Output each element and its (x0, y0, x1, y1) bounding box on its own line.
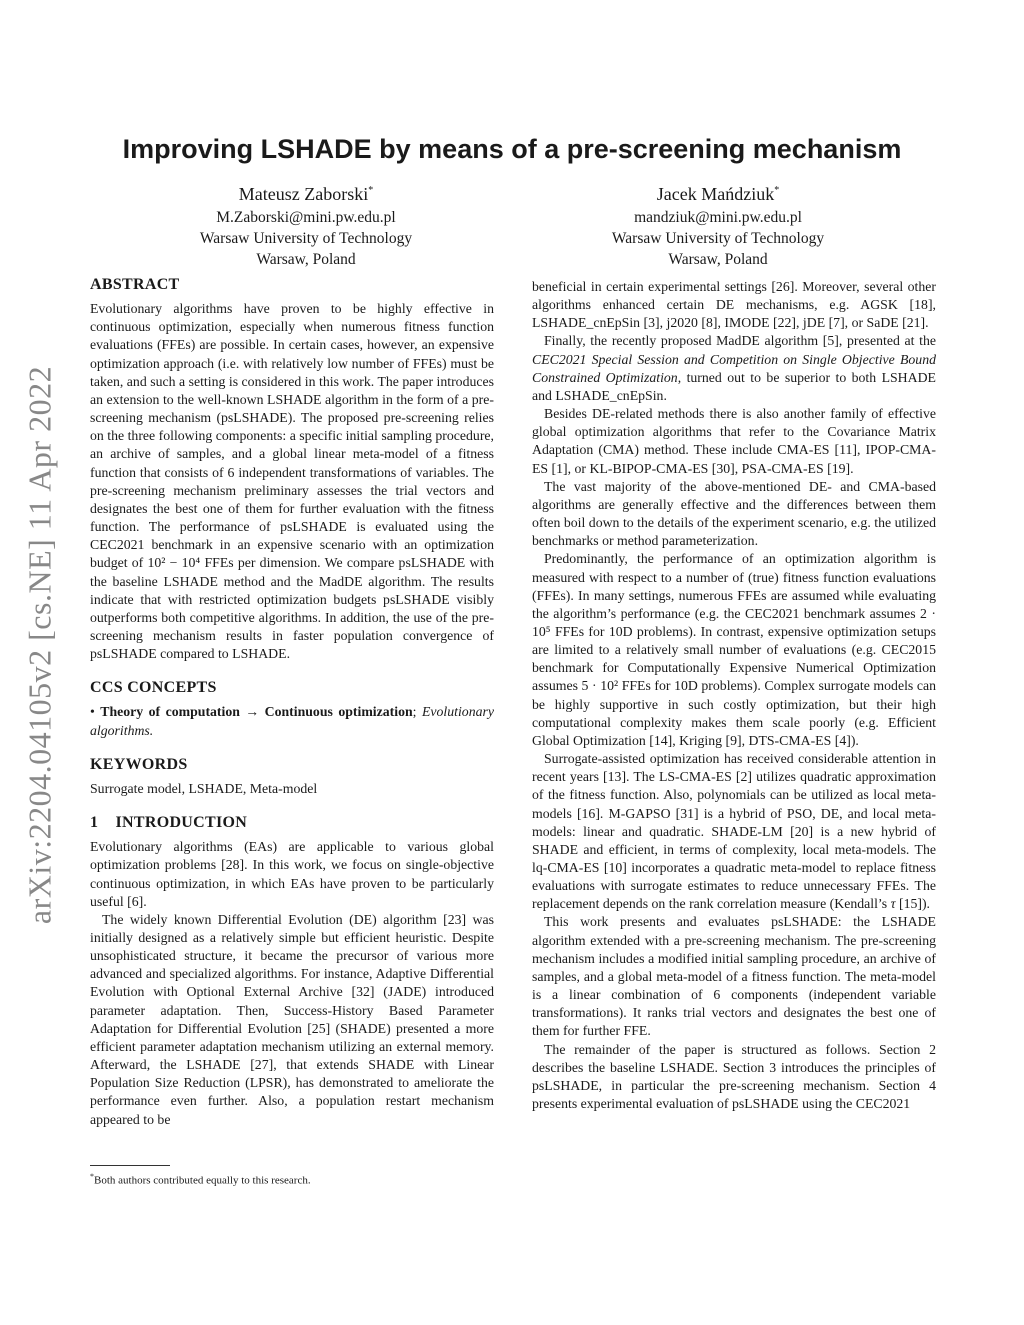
right-paragraph-3: Besides DE-related methods there is also another family of effective global optimization algorithms that refer to the Covariance Matrix Adaptation (CMA) method. These include CMA-ES [11], IPOP-CMA-ES [1], or KL-BIPOP-CMA-ES [30], PSA-CMA-ES [19]. (532, 406, 936, 476)
right-paragraph-5: Predominantly, the performance of an optimization algorithm is measured with respect to a number of (true) fitness function evaluations (FFEs). In many settings, numerous FFEs are assumed while evaluating the algorithm’s performance (e.g. the CEC2021 benchmark assumes 2 · 10⁵ FFEs for 10D problems). In contrast, expensive optimization setups are limited to a relatively small number of evaluations (e.g. CEC2015 benchmark for Computationally Expensive Numerical Optimization assumes 5 · 10² FFEs for 10D problems). Complex surrogate models can be highly supportive in such costly optimization, but their high computational complexity makes them scale poorly (e.g. Efficient Global Optimization [14], Kriging [9], DTS-CMA-ES [4]). (532, 551, 936, 748)
right-paragraph-4: The vast majority of the above-mentioned DE- and CMA-based algorithms are generally effective and the differences between them often boil down to the details of the experiment scenario, e.g. the utilized benchmarks or method parameterization. (532, 478, 936, 549)
author-email: M.Zaborski@mini.pw.edu.pl (216, 209, 396, 226)
author-block-2 (568, 180, 868, 270)
abstract-text: Evolutionary algorithms have proven to be highly effective in continuous optimization, especially when numerous fitness function evaluations (FFEs) are possible. In certain cases, however, an expensive optimization approach (i.e. with relatively low number of FFEs) must be taken, and such a setting is considered in this work. The paper introduces an extension to the well-known LSHADE algorithm in the form of a pre-screening mechanism (psLSHADE). The proposed pre-screening relies on the three following components: a specific initial sampling procedure, an archive of samples, and a global linear meta-model of a fitness function that consists of 6 independent transformations of variables. The pre-screening mechanism preliminary assesses the trial vectors and designates the best one of them for further evaluation with the fitness function. The performance of psLSHADE is evaluated using the CEC2021 benchmark in an expensive scenario with an optimization budget of 10² − 10⁴ FFEs per dimension. We compare psLSHADE with the baseline LSHADE method and the MadDE algorithm. The results indicate that with restricted optimization budgets psLSHADE visibly outperforms both competitive algorithms. In addition, the use of the pre-screening mechanism results in faster population convergence of psLSHADE compared to LSHADE. (90, 301, 494, 662)
intro-heading: 1 INTRODUCTION (90, 814, 248, 832)
author-location: Warsaw, Poland (668, 251, 768, 268)
author-block-1 (156, 180, 456, 270)
right-paragraph-7: This work presents and evaluates psLSHADE: the LSHADE algorithm extended with a pre-screening mechanism. The pre-screening mechanism includes a modified initial sampling procedure, an archive of samples, and a global meta-model of a fitness function. The meta-model is a linear combination of 6 components (independent variable transformations). It ranks trial vectors and designates the best one of them for further FFE. (532, 914, 936, 1039)
right-paragraph-6: Surrogate-assisted optimization has received considerable attention in recent years [13]. The LS-CMA-ES [2] utilizes quadratic approximation of the fitness function. Also, polynomials can be utilized as local meta-models [16]. M-GAPSO [31] is a hybrid of PSO, DE, and local meta-models: linear and quadratic. SHADE-LM [20] is a new hybrid of SHADE and efficient, in terms of complexity, local meta-models. The lq-CMA-ES [10] incorporates a quadratic meta-model to replace fitness evaluations with surrogate estimates to reduce unnecessary FFEs. The replacement depends on the rank correlation measure (Kendall’s τ [15]). (532, 751, 936, 912)
footnote: *Both authors contributed equally to this research. (90, 1172, 311, 1187)
paper-title: Improving LSHADE by means of a pre-screening mechanism (122, 134, 902, 164)
intro-paragraph-2: The widely known Differential Evolution (DE) algorithm [23] was initially designed as a relatively simple but efficient heuristic. Despite unsophisticated structure, it became the precursor of various more advanced and specialized algorithms. For instance, Adaptive Differential Evolution with Optional External Archive [32] (JADE) introduced parameter adaptation. Then, Success-History Based Parameter Adaptation for Differential Evolution [25] (SHADE) presented a more efficient parameter adaptation mechanism utilizing an external memory. Afterward, the LSHADE [27], that extends SHADE with Linear Population Size Reduction (LPSR), has demonstrated to ameliorate the performance even further. Also, a population restart mechanism appeared to be (90, 911, 494, 1127)
arxiv-id: arXiv:2204.04105v2 [cs.NE] 11 Apr 2022 (21, 365, 58, 925)
ccs-heading: CCS CONCEPTS (90, 679, 217, 697)
right-paragraph-8: The remainder of the paper is structured as follows. Section 2 describes the baseline LSHADE. Section 3 introduces the principles of psLSHADE, in particular the pre-screening mechanism. Section 4 presents experimental evaluation of psLSHADE using the CEC2021 (532, 1041, 936, 1112)
author-affiliation: Warsaw University of Technology (611, 230, 825, 247)
author-location: Warsaw, Poland (256, 251, 356, 268)
footnote-rule (90, 1165, 170, 1166)
intro-paragraph-1: Evolutionary algorithms (EAs) are applicable to various global optimization problems [28]. In this work, we focus on single-objective continuous optimization, in which EAs have proven to be particularly useful [6]. (90, 839, 494, 909)
keywords-text: Surrogate model, LSHADE, Meta-model (90, 780, 318, 796)
keywords-heading: KEYWORDS (90, 755, 188, 773)
left-column (90, 276, 494, 1129)
abstract-heading: ABSTRACT (90, 276, 180, 293)
right-paragraph-2: Finally, the recently proposed MadDE algorithm [5], presented at the CEC2021 Special Session and Competition on Single Objective Bound Constrained Optimization, turned out to be superior to both LSHADE and LSHADE_cnEpSin. (532, 333, 936, 403)
author-name: Jacek Mańdziuk* (656, 184, 780, 204)
right-column (532, 278, 936, 1113)
author-email: mandziuk@mini.pw.edu.pl (634, 209, 802, 226)
right-paragraph-1: beneficial in certain experimental settings [26]. Moreover, several other algorithms enhanced certain DE mechanisms, e.g. AGSK [18], LSHADE_cnEpSin [3], j2020 [8], IMODE [22], jDE [7], or SaDE [21]. (532, 279, 936, 331)
ccs-concepts: • Theory of computation → Continuous optimization; Evolutionary algorithms. (90, 704, 494, 738)
arxiv-stamp (22, 350, 58, 940)
author-name: Mateusz Zaborski* (238, 184, 374, 204)
author-affiliation: Warsaw University of Technology (199, 230, 413, 247)
